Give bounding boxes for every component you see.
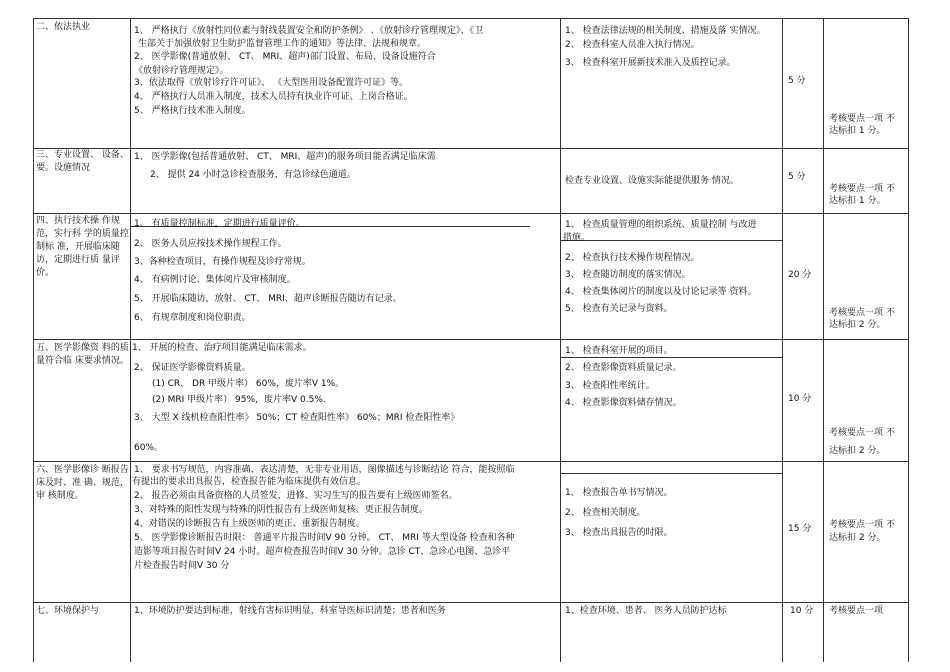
row-score: 5 分 (788, 76, 806, 86)
row-content-line: 1、 开展的检查、治疗项目能满足临床需求。 (132, 343, 312, 353)
row-content-line: 5、 医学影像诊断报告时限： 普通平片报告时间Ⅴ 90 分钟。 CT、 MRI 等大型设备 检查和各种 (134, 533, 515, 543)
row-content-line: 2、 医学影像(普通放射、 CT、 MRI、超声)部门设置、布局、设备设施符合 (134, 52, 436, 62)
row-category: 访，定期进行质 量评 (36, 255, 120, 265)
table-rule-vertical (782, 18, 783, 662)
row-content-line: 5、 严格执行技术准入制度。 (134, 106, 251, 116)
row-content-line: 1、 医学影像(包括普通放射、 CT、 MRI、超声)的服务项目能否满足临床需 (134, 152, 436, 162)
row-method-line: 2、 检查相关制度。 (565, 508, 646, 518)
row-category: 四、执行技术操 作规 (36, 216, 120, 226)
row-method-line: 检查专业设置、设施实际能提供服务 情况。 (565, 176, 739, 186)
row-method-line: 2、 检查影像资料质量记录。 (565, 363, 682, 373)
row-content-line: 2、 提供 24 小时急诊检查服务，有急诊绿色通道。 (150, 170, 356, 180)
row-deduction: 达标扣 2 分。 (829, 533, 886, 543)
row-method-line: 2、 检查科室人员准入执行情况。 (565, 40, 700, 50)
row-category: 要。设施情况 (36, 163, 91, 173)
row-method-line: 1、检查环境、患者、 医务人员防护达标 (565, 606, 727, 616)
row-score: 10 分 (790, 606, 814, 616)
row-score: 20 分 (788, 270, 812, 280)
table-rule-horizontal (33, 18, 908, 19)
table-rule-horizontal (560, 357, 782, 358)
row-content-line: 60%。 (134, 443, 164, 453)
row-category: 制标 准，开展临床随 (36, 242, 120, 252)
row-content-line: 6、 有规章制度和岗位职责。 (134, 313, 251, 323)
row-method-line: 1、 检查报告单书写情况。 (565, 488, 673, 498)
row-category: 七、环境保护与 (36, 606, 100, 616)
row-method-line: 3、 检查随访制度的落实情况。 (565, 270, 691, 280)
table-rule-vertical (908, 18, 909, 662)
row-deduction: 考核要点一项 (829, 606, 884, 616)
row-content-line: 3、各种检查项目，有操作规程及诊疗常规。 (134, 257, 311, 267)
row-method-line: 1、 检查法律法规的相关制度、措施及落 实情况。 (565, 26, 766, 36)
row-content-line: 片检查报告时间Ⅴ 30 分 (134, 561, 230, 571)
row-content-line: (1) CR、 DR 甲级片率） 60%，废片率Ⅴ 1%。 (152, 379, 345, 389)
table-rule-horizontal (33, 213, 908, 214)
row-deduction: 考核要点一项 不 (829, 184, 895, 194)
row-method-line: 措施。 (563, 233, 591, 243)
table-rule-vertical (130, 18, 131, 662)
row-content-line: 5、 开展临床随访，放射、 CT、 MRI、超声诊断报告随访有记录。 (134, 294, 402, 304)
table-rule-horizontal (560, 240, 782, 241)
row-content-line: (2) MRI 甲级片率） 95%，废片率Ⅴ 0.5%. (152, 395, 326, 405)
row-content-line: 1、 要求书写规范，内容准确、表达清楚，无非专业用语，图像描述与诊断结论 符合，能按照临 (134, 465, 515, 475)
row-content-line: 3、 大型 X 线机检查阳性率》 50%；CT 检查阳性率》 60%；MRI 检查阳性率》 (134, 413, 460, 423)
row-method-line: 3、 检查出具报告的时限。 (565, 528, 673, 538)
row-deduction: 考核要点一项 不 (829, 520, 895, 530)
table-rule-vertical (823, 18, 824, 662)
row-deduction: 达标扣 2 分。 (829, 446, 886, 456)
row-deduction: 达标扣 1 分。 (829, 196, 886, 206)
row-content-line: 1、 有质量控制标准，定期进行质量评价。 (134, 219, 305, 229)
row-category: 量符合临 床要求情况。 (36, 356, 129, 366)
row-deduction: 考核要点一项 不 (829, 428, 895, 438)
row-category: 六、医学影像诊 断报告 (36, 465, 129, 475)
row-content-line: 4、对错误的诊断报告有上级医师的更正、重新报告制度。 (134, 519, 365, 529)
table-rule-vertical (33, 18, 34, 662)
table-rule-horizontal (33, 602, 908, 603)
row-method-line: 4、 检查集体阅片的制度以及讨论记录等 资料。 (565, 287, 757, 297)
row-category: 五、医学影像资 料的质 (36, 343, 129, 353)
row-category: 价。 (36, 268, 55, 278)
row-score: 5 分 (788, 172, 806, 182)
row-content-line: 1、环境防护要达到标准，射线有害标识明显，科室导医标识清楚；患者和医务 (134, 606, 446, 616)
row-category: 范，实行科 学的质量控 (36, 229, 129, 239)
row-content-line: 有提出的要求出具报告，检查报告能为临床提供有效信息。 (132, 477, 367, 487)
row-content-line: 2、 保证医学影像资料质量。 (134, 363, 251, 373)
row-method-line: 1、 检查质量管理的组织系统、质量控制 与改进 (565, 220, 757, 230)
row-deduction: 达标扣 2 分。 (829, 320, 886, 330)
row-content-line: 2、 医务人员应按技术操作规程工作。 (134, 239, 287, 249)
row-content-line: 1、 严格执行《放射性同位素与射线装置安全和防护条例》 、《放射诊疗管理规定》、《卫 (134, 26, 483, 36)
row-deduction: 达标扣 1 分。 (829, 126, 886, 136)
row-method-line: 3、 检查阳性率统计。 (565, 381, 655, 391)
row-content-line: 4、 严格执行人员准入制度，技术人员持有执业许可证、上岗合格证。 (134, 92, 413, 102)
table-rule-horizontal (560, 473, 782, 474)
row-score: 15 分 (788, 524, 812, 534)
row-category: 床及时、准 确、规范， (36, 478, 129, 488)
table-rule-vertical (560, 18, 561, 662)
row-method-line: 1、 检查科室开展的项目。 (565, 346, 673, 356)
row-category: 三、专业设置、 设备、 (36, 150, 129, 160)
row-category: 二、依法执业 (36, 22, 91, 32)
row-method-line: 4、 检查影像资料储存情况。 (565, 398, 682, 408)
row-content-line: 生部关于加强放射卫生防护监督管理工作的通知》等法律、法规和规章。 (138, 39, 427, 49)
table-rule-horizontal (33, 339, 908, 340)
row-deduction: 考核要点一项 不 (829, 114, 895, 124)
row-score: 10 分 (788, 394, 812, 404)
table-rule-horizontal (33, 148, 908, 149)
row-deduction: 考核要点一项 不 (829, 308, 895, 318)
row-content-line: 2、 报告必须由具备资格的人员签发，进修、实习生写的报告要有上级医师签名。 (134, 491, 458, 501)
row-content-line: 4、 有病例讨论、集体阅片及审核制度。 (134, 275, 296, 285)
row-content-line: 《放射诊疗管理规定》。 (134, 66, 229, 76)
row-content-line: 3、对特殊的阳性发现与特殊的阴性报告有上级医师复核、更正报告制度。 (134, 505, 428, 515)
table-rule-horizontal (33, 461, 908, 462)
row-content-line: 造影等项目报告时间Ⅴ 24 小时。超声检查报告时间Ⅴ 30 分钟。急诊 CT、急诊心电图、急诊平 (134, 547, 511, 557)
row-method-line: 5、 检查有关记录与资料。 (565, 304, 673, 314)
row-method-line: 2、 检查执行技术操作规程情况。 (565, 253, 700, 263)
row-content-line: 3、依法取得《放射诊疗许可证》、 《大型医用设备配置许可证》等。 (134, 78, 409, 88)
row-category: 审 核制度。 (36, 491, 84, 501)
row-method-line: 3、 检查科室开展新技术准入及质控记录。 (565, 58, 736, 68)
